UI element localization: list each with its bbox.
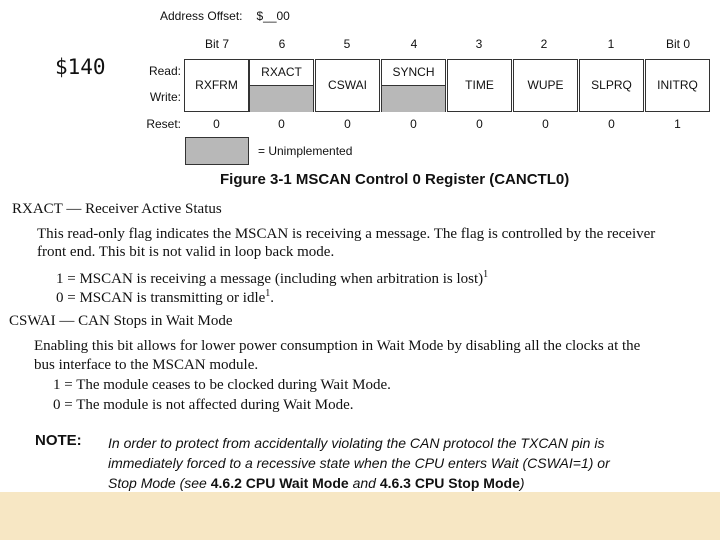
register-bit-cell (249, 59, 314, 112)
read-row-label: Read: (148, 64, 181, 78)
cswai-option-0: 0 = The module is not affected during Wait Mode. (53, 397, 354, 413)
reset-value: 1 (674, 117, 681, 131)
footnote-ref: 1 (265, 288, 271, 299)
bit-name: SYNCH (392, 65, 435, 79)
reset-value: 0 (608, 117, 615, 131)
rxact-desc-line1: This read-only flag indicates the MSCAN is receiving a message. The flag is controlled by the receiver (37, 226, 656, 242)
register-bit-cell (315, 59, 380, 112)
note-text-segment: and (348, 475, 380, 491)
bit-name: RXFRM (195, 78, 238, 92)
rxact-heading: RXACT — Receiver Active Status (12, 201, 222, 217)
write-unimplemented-half (250, 86, 313, 112)
unimplemented-legend-swatch (185, 137, 249, 165)
address-offset-value: $__00 (256, 9, 290, 23)
cswai-heading: CSWAI — CAN Stops in Wait Mode (9, 313, 233, 329)
cswai-option-1: 1 = The module ceases to be clocked during Wait Mode. (53, 377, 391, 393)
bit-name: INITRQ (657, 78, 698, 92)
bit-header: 1 (607, 37, 615, 51)
register-bit-cell (579, 59, 644, 112)
note-line-2: immediately forced to a recessive state when the CPU enters Wait (CSWAI=1) or (108, 455, 610, 471)
note-line-3 (108, 473, 610, 493)
address-offset-label: Address Offset: (160, 9, 243, 23)
rxact-option-1-text: 1 = MSCAN is receiving a message (including when arbitration is lost) (56, 271, 484, 287)
rxact-option-0-period: . (270, 290, 275, 306)
register-bit-cell (513, 59, 578, 112)
footnote-ref: 1 (483, 269, 489, 280)
register-bit-cell (381, 59, 446, 112)
reset-row-label: Reset: (146, 117, 181, 131)
figure-caption: Figure 3-1 MSCAN Control 0 Register (CANCTL0) (220, 171, 570, 188)
footer-band (0, 492, 720, 540)
bit-name: RXACT (261, 65, 302, 79)
note-text (108, 433, 610, 493)
cswai-desc-line2: bus interface to the MSCAN module. (34, 357, 259, 373)
register-bit-cell (447, 59, 512, 112)
reset-value: 0 (410, 117, 417, 131)
cswai-desc-line1: Enabling this bit allows for lower power consumption in Wait Mode by disabling all the clocks at the (34, 338, 641, 354)
rxact-desc-line2: front end. This bit is not valid in loop back mode. (37, 244, 335, 260)
reset-value: 0 (278, 117, 285, 131)
bit-header: 4 (410, 37, 418, 51)
reset-value: 0 (213, 117, 220, 131)
reset-value: 0 (344, 117, 351, 131)
reset-value: 0 (476, 117, 483, 131)
write-row-label: Write: (149, 90, 181, 104)
note-text-segment: ) (519, 475, 525, 491)
unimplemented-legend-text: = Unimplemented (258, 144, 353, 158)
note-xref-stop: 4.6.3 CPU Stop Mode (379, 475, 520, 491)
bit-header: 2 (540, 37, 548, 51)
register-bit-cell (645, 59, 710, 112)
bit-name: WUPE (527, 78, 564, 92)
note-text-segment: Stop Mode (see (108, 475, 211, 491)
rxact-option-0-text: 0 = MSCAN is transmitting or idle (56, 290, 266, 306)
note-line-1: In order to protect from accidentally violating the CAN protocol the TXCAN pin is (108, 435, 605, 451)
bit-header: 5 (343, 37, 351, 51)
rxact-option-0 (56, 285, 274, 307)
note-label: NOTE: (35, 432, 82, 449)
bit-header: 3 (475, 37, 483, 51)
reset-value: 0 (542, 117, 549, 131)
register-bit-cell (184, 59, 249, 112)
bit-name: SLPRQ (591, 78, 632, 92)
write-unimplemented-half (382, 86, 445, 112)
bit-name: TIME (465, 78, 494, 92)
bit-header: Bit 0 (665, 37, 690, 51)
note-xref-wait: 4.6.2 CPU Wait Mode (210, 475, 349, 491)
address-offset (160, 9, 290, 23)
bit-header: 6 (278, 37, 286, 51)
bit-header: Bit 7 (204, 37, 229, 51)
bit-name: CSWAI (328, 78, 367, 92)
address-annotation: $140 (55, 55, 106, 79)
